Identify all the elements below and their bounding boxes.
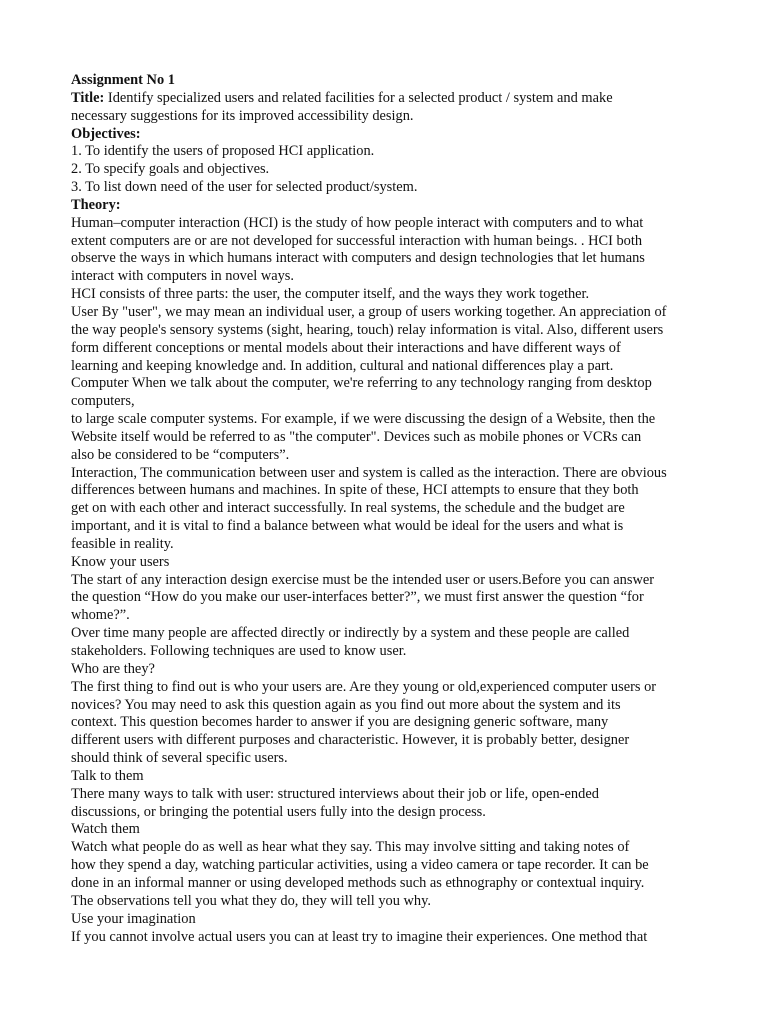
- text-line: the way people's sensory systems (sight, hearing, touch) relay information is vital. Also, different users: [71, 321, 664, 338]
- text-line: If you cannot involve actual users you can at least try to imagine their experiences. One method that: [71, 928, 648, 945]
- text-line: important, and it is vital to find a balance between what would be ideal for the users and what is: [71, 518, 624, 535]
- text-line: extent computers are or are not developed for successful interaction with human beings. . HCI both: [71, 232, 643, 249]
- text-line: necessary suggestions for its improved accessibility design.: [71, 107, 414, 124]
- text-line: done in an informal manner or using developed methods such as ethnography or contextual inquiry.: [71, 874, 645, 891]
- text-line: The first thing to find out is who your users are. Are they young or old,experienced computer users or: [71, 678, 657, 695]
- text-line: Computer When we talk about the computer, we're referring to any technology ranging from desktop: [71, 375, 652, 392]
- text-line: observe the ways in which humans interact with computers and design technologies that let humans: [71, 250, 645, 267]
- assignment-heading: Assignment No 1: [71, 72, 175, 88]
- text-line: Human–computer interaction (HCI) is the study of how people interact with computers and to what: [71, 214, 644, 231]
- title-line: Title: Identify specialized users and related facilities for a selected product / system and make: [71, 89, 613, 106]
- objectives-heading: Objectives:: [71, 125, 141, 142]
- section-heading: Talk to them: [71, 767, 144, 784]
- objective-item: 3. To list down need of the user for selected product/system.: [71, 179, 418, 196]
- section-heading: Watch them: [71, 821, 140, 838]
- text-line: get on with each other and interact successfully. In real systems, the schedule and the budget are: [71, 500, 625, 517]
- text-line: discussions, or bringing the potential users fully into the design process.: [71, 803, 486, 820]
- text-line: The observations tell you what they do, they will tell you why.: [71, 892, 431, 909]
- text-line: how they spend a day, watching particular activities, using a video camera or tape recorder. It can be: [71, 857, 649, 874]
- text-line: different users with different purposes and characteristic. However, it is probably better, designer: [71, 732, 630, 749]
- text-line: computers,: [71, 393, 135, 410]
- text-line: User By "user", we may mean an individual user, a group of users working together. An appreciation of: [71, 303, 667, 320]
- text-line: The start of any interaction design exercise must be the intended user or users.Before you can answer: [71, 571, 655, 588]
- text-line: stakeholders. Following techniques are used to know user.: [71, 643, 407, 659]
- section-heading: Who are they?: [71, 660, 155, 677]
- text-line: should think of several specific users.: [71, 750, 288, 767]
- text-line: Over time many people are affected directly or indirectly by a system and these people are called: [71, 625, 630, 642]
- objective-item: 2. To specify goals and objectives.: [71, 161, 270, 178]
- text-line: feasible in reality.: [71, 535, 174, 552]
- text-line: interact with computers in novel ways.: [71, 268, 294, 285]
- text-line: There many ways to talk with user: structured interviews about their job or life, open-ended: [71, 785, 599, 802]
- section-heading: Use your imagination: [71, 910, 196, 927]
- theory-heading: Theory:: [71, 196, 121, 213]
- text-line: novices? You may need to ask this question again as you find out more about the system and its: [71, 696, 621, 713]
- text-line: the question “How do you make our user-interfaces better?”, we must first answer the question “for: [71, 589, 644, 606]
- text-line: context. This question becomes harder to answer if you are designing generic software, many: [71, 714, 609, 731]
- text-line: whome?”.: [71, 607, 130, 624]
- text-line: HCI consists of three parts: the user, the computer itself, and the ways they work together.: [71, 286, 590, 303]
- objective-item: 1. To identify the users of proposed HCI application.: [71, 143, 375, 160]
- text-line: Interaction, The communication between user and system is called as the interaction. There are obvious: [71, 464, 667, 481]
- text-line: learning and keeping knowledge and. In addition, cultural and national differences play a part.: [71, 357, 614, 374]
- text-line: to large scale computer systems. For example, if we were discussing the design of a Website, then the: [71, 411, 656, 428]
- section-heading: Know your users: [71, 553, 170, 570]
- text-line: differences between humans and machines. In spite of these, HCI attempts to ensure that they both: [71, 482, 639, 499]
- text-line: Watch what people do as well as hear what they say. This may involve sitting and taking notes of: [71, 839, 630, 856]
- text-line: also be considered to be “computers”.: [71, 446, 290, 463]
- text-line: form different conceptions or mental models about their interactions and have different ways of: [71, 339, 621, 356]
- text-line: Website itself would be referred to as "the computer". Devices such as mobile phones or VCRs can: [71, 428, 642, 445]
